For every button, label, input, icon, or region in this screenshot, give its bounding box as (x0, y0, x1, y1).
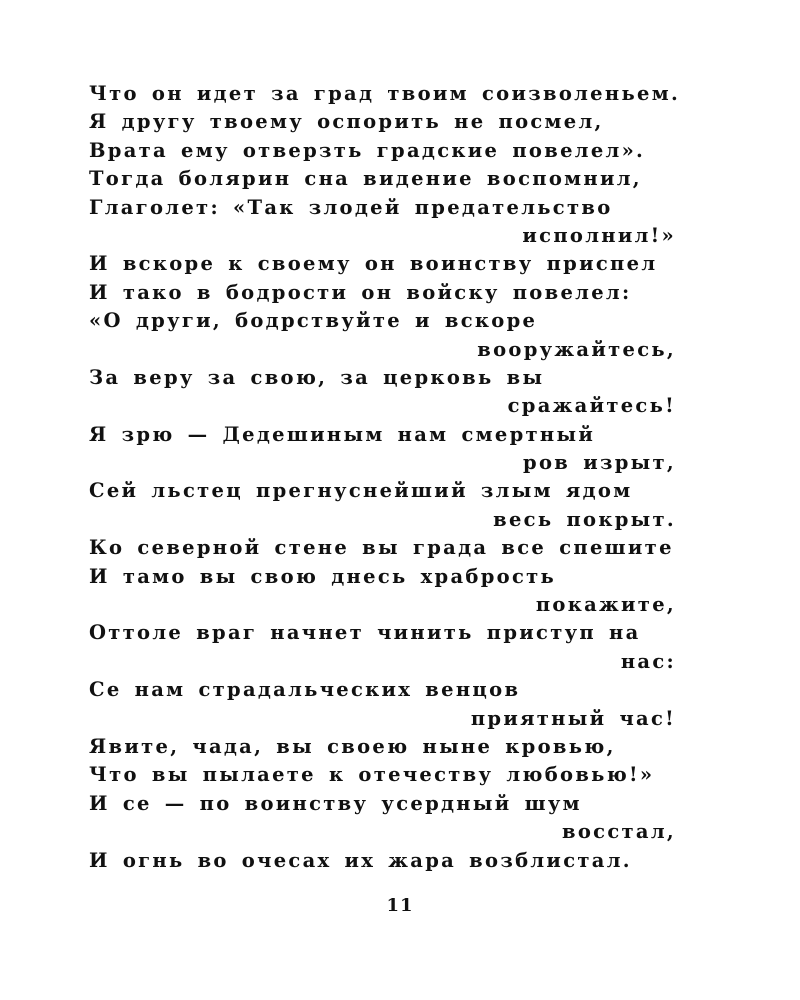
poem-line-continuation: исполнил!» (522, 223, 676, 247)
poem-line: И се — по воинству усердный шум (89, 791, 582, 815)
poem-line: Я другу твоему оспорить не посмел, (89, 110, 604, 134)
page-number: 11 (386, 895, 414, 916)
poem-line-continuation: сражайтесь! (507, 394, 676, 418)
poem-line: Сей льстец прегнуснейший злым ядом (89, 479, 633, 503)
poem-line-continuation: покажите, (535, 593, 676, 617)
poem-line: Явите, чада, вы своею ныне кровью, (89, 734, 616, 758)
poem-line-continuation: нас: (620, 649, 676, 673)
poem-line: Се нам страдальческих венцов (89, 678, 521, 702)
poem-line: За веру за свою, за церковь вы (89, 365, 545, 389)
poem-line: Тогда болярин сна видение воспомнил, (89, 167, 642, 191)
poem-line-continuation: восстал, (562, 820, 676, 844)
poem-line: Врата ему отверзть градские повелел». (89, 138, 646, 162)
poem-line: И тамо вы свою днесь храбрость (89, 564, 557, 588)
poem-line: «О други, бодрствуйте и вскоре (89, 309, 538, 333)
poem-line: И огнь во очесах их жара возблистал. (89, 848, 632, 872)
poem-line-continuation: ров изрыт, (523, 451, 676, 475)
poem-line: Я зрю — Дедешиным нам смертный (89, 422, 596, 446)
poem-line: И тако в бодрости он войску повелел: (89, 280, 632, 304)
poem-line: Что он идет за град твоим соизволеньем. (89, 82, 681, 105)
poem-line: Оттоле враг начнет чинить приступ на (89, 621, 641, 645)
poem-line-continuation: весь покрыт. (493, 507, 676, 531)
poem-line: Глаголет: «Так злодей предательство (89, 195, 613, 219)
poem-line-continuation: вооружайтесь, (477, 337, 676, 361)
poem-line: И вскоре к своему он воинству приспел (89, 252, 658, 276)
poem-line: Что вы пылаете к отечеству любовью!» (89, 763, 655, 787)
poem-text (89, 80, 681, 875)
poem-line: Ко северной стене вы града все спешите (89, 536, 674, 560)
poem-line-continuation: приятный час! (470, 706, 676, 730)
